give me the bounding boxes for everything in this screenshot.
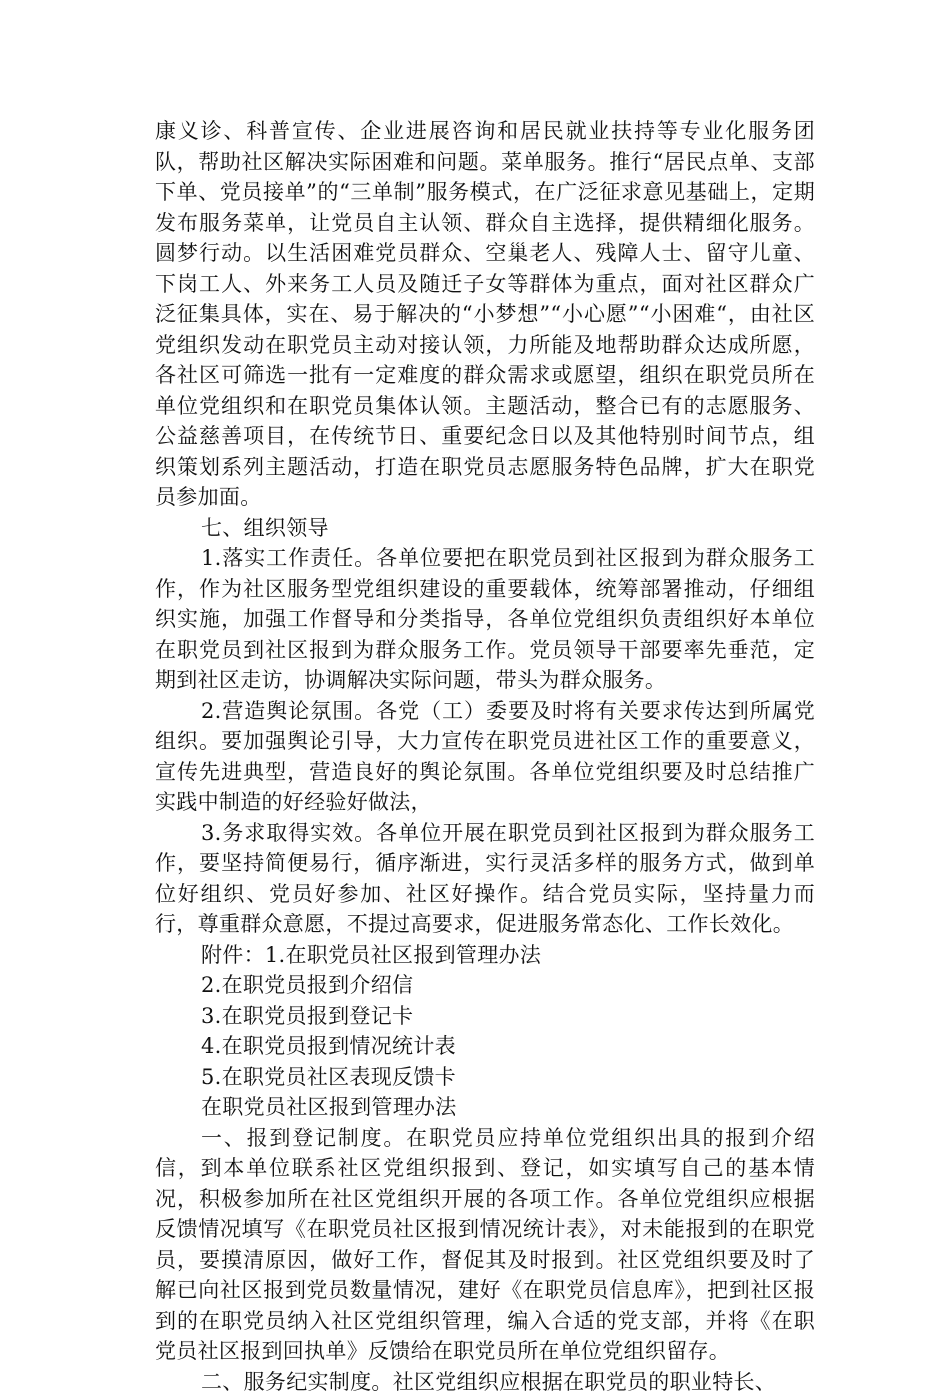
paragraph-public-opinion: 2.营造舆论氛围。各党（工）委要及时将有关要求传达到所属党组织。要加强舆论引导，大力宣传在职党员进社区工作的重要意义，宣传先进典型，营造良好的舆论氛围。各单位党组织要及时总结推广实践中制造的好经验好做法，	[155, 696, 815, 818]
document-subtitle: 在职党员社区报到管理办法	[155, 1092, 815, 1123]
paragraph-work-responsibility: 1.落实工作责任。各单位要把在职党员到社区报到为群众服务工作，作为社区服务型党组织建设的重要载体，统筹部署推动，仔细组织实施，加强工作督导和分类指导，各单位党组织负责组织好本单位在职党员到社区报到为群众服务工作。党员领导干部要率先垂范，定期到社区走访，协调解决实际问题，带头为群众服务。	[155, 543, 815, 696]
attachment-item-1: 附件：1.在职党员社区报到管理办法	[155, 940, 815, 971]
attachment-item-5: 5.在职党员社区表现反馈卡	[155, 1062, 815, 1093]
paragraph-service-record-system: 二、服务纪实制度。社区党组织应根据在职党员的职业特长、	[155, 1367, 815, 1397]
paragraph-registration-system: 一、报到登记制度。在职党员应持单位党组织出具的报到介绍信，到本单位联系社区党组织报到、登记，如实填写自己的基本情况，积极参加所在社区党组织开展的各项工作。各单位党组织应根据反馈情况填写《在职党员社区报到情况统计表》，对未能报到的在职党员，要摸清原因，做好工作，督促其及时报到。社区党组织要及时了解已向社区报到党员数量情况，建好《在职党员信息库》，把到社区报到的在职党员纳入社区党组织管理，编入合适的党支部，并将《在职党员社区报到回执单》反馈给在职党员所在单位党组织留存。	[155, 1123, 815, 1367]
paragraph-practical-results: 3.务求取得实效。各单位开展在职党员到社区报到为群众服务工作，要坚持简便易行，循序渐进，实行灵活多样的服务方式，做到单位好组织、党员好参加、社区好操作。结合党员实际，坚持量力而行，尊重群众意愿，不提过高要求，促进服务常态化、工作长效化。	[155, 818, 815, 940]
section-heading-organization-leadership: 七、组织领导	[155, 513, 815, 544]
attachment-item-2: 2.在职党员报到介绍信	[155, 970, 815, 1001]
attachment-item-3: 3.在职党员报到登记卡	[155, 1001, 815, 1032]
attachment-item-4: 4.在职党员报到情况统计表	[155, 1031, 815, 1062]
document-page	[155, 116, 815, 1397]
paragraph-service-teams: 康义诊、科普宣传、企业进展咨询和居民就业扶持等专业化服务团队，帮助社区解决实际困难和问题。菜单服务。推行“居民点单、支部下单、党员接单”的“三单制”服务模式，在广泛征求意见基础上，定期发布服务菜单，让党员自主认领、群众自主选择，提供精细化服务。圆梦行动。以生活困难党员群众、空巢老人、残障人士、留守儿童、下岗工人、外来务工人员及随迁子女等群体为重点，面对社区群众广泛征集具体，实在、易于解决的“小梦想”“小心愿”“小困难“，由社区党组织发动在职党员主动对接认领，力所能及地帮助群众达成所愿，各社区可筛选一批有一定难度的群众需求或愿望，组织在职党员所在单位党组织和在职党员集体认领。主题活动，整合已有的志愿服务、公益慈善项目，在传统节日、重要纪念日以及其他特别时间节点，组织策划系列主题活动，打造在职党员志愿服务特色品牌，扩大在职党员参加面。	[155, 116, 815, 513]
